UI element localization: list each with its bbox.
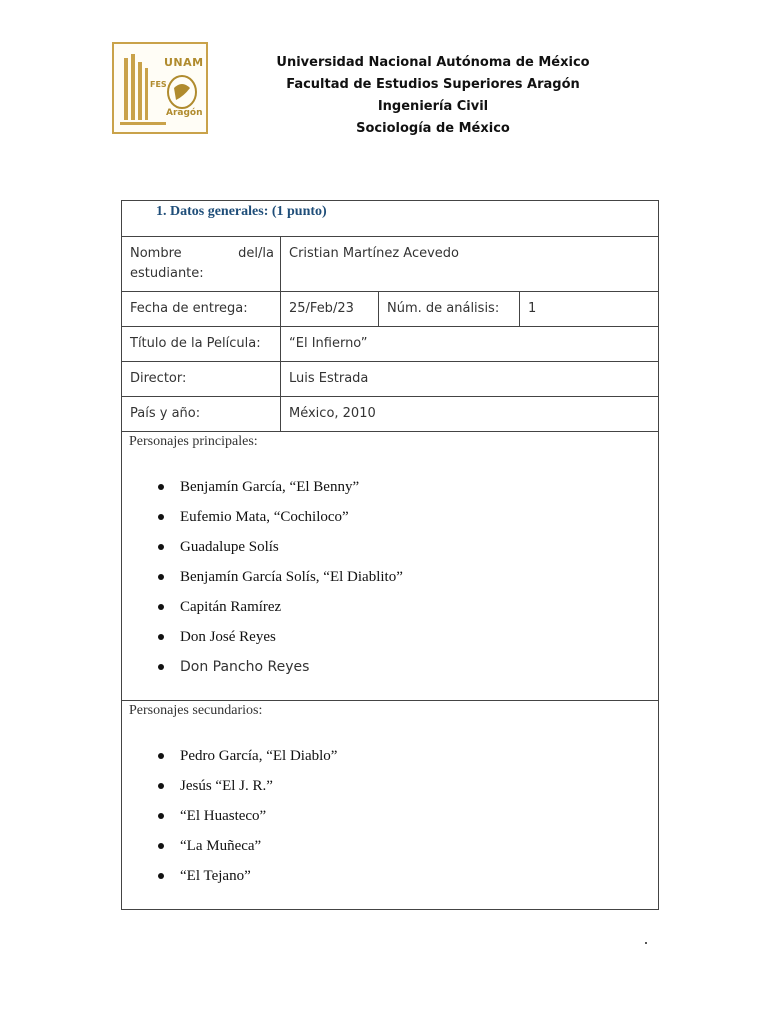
faculty-name: Facultad de Estudios Superiores Aragón bbox=[286, 77, 580, 92]
bullet-icon bbox=[158, 484, 164, 490]
list-item bbox=[122, 801, 658, 831]
delivery-date-value: 25/Feb/23 bbox=[280, 292, 378, 326]
director-row bbox=[122, 362, 658, 397]
country-year-value: México, 2010 bbox=[280, 397, 658, 431]
logo-aragon-text: Aragón bbox=[166, 108, 203, 118]
main-characters-heading: Personajes principales: bbox=[129, 434, 258, 449]
list-item bbox=[122, 472, 658, 502]
list-item bbox=[122, 562, 658, 592]
list-item bbox=[122, 741, 658, 771]
director-label: Director: bbox=[130, 371, 187, 386]
character-name: Benjamín García Solís, “El Diablito” bbox=[180, 569, 403, 585]
bullet-icon bbox=[158, 514, 164, 520]
section-title-row bbox=[122, 201, 658, 237]
character-name: Capitán Ramírez bbox=[180, 599, 282, 615]
main-characters-list bbox=[122, 472, 658, 682]
date-row bbox=[122, 292, 658, 327]
secondary-characters-heading: Personajes secundarios: bbox=[129, 703, 263, 718]
bullet-icon bbox=[158, 753, 164, 759]
program-name: Ingeniería Civil bbox=[377, 99, 489, 114]
delivery-date-label: Fecha de entrega: bbox=[130, 301, 248, 316]
list-item bbox=[122, 831, 658, 861]
student-name-value: Cristian Martínez Acevedo bbox=[280, 237, 658, 291]
unam-fes-aragon-logo bbox=[112, 42, 208, 134]
country-year-row bbox=[122, 397, 658, 432]
character-name: Guadalupe Solís bbox=[180, 539, 279, 555]
university-name: Universidad Nacional Autónoma de México bbox=[276, 55, 590, 70]
list-item bbox=[122, 861, 658, 891]
secondary-characters-list bbox=[122, 741, 658, 891]
bullet-icon bbox=[158, 544, 164, 550]
bullet-icon bbox=[158, 813, 164, 819]
character-name: “El Huasteco” bbox=[180, 808, 267, 824]
document-header bbox=[230, 52, 636, 140]
director-value: Luis Estrada bbox=[280, 362, 658, 396]
bullet-icon bbox=[158, 664, 164, 670]
secondary-characters-row bbox=[122, 701, 658, 909]
list-item bbox=[122, 622, 658, 652]
section-number: 1. bbox=[156, 204, 167, 219]
list-item bbox=[122, 771, 658, 801]
list-item bbox=[122, 652, 658, 682]
list-item bbox=[122, 532, 658, 562]
course-name: Sociología de México bbox=[356, 121, 510, 136]
main-characters-row bbox=[122, 432, 658, 701]
character-name: Don José Reyes bbox=[180, 629, 276, 645]
film-title-row bbox=[122, 327, 658, 362]
character-name: “La Muñeca” bbox=[180, 838, 262, 854]
character-name: “El Tejano” bbox=[180, 868, 251, 884]
bullet-icon bbox=[158, 574, 164, 580]
film-title-value: “El Infierno” bbox=[280, 327, 658, 361]
general-data-table bbox=[121, 200, 659, 910]
analysis-number-label: Núm. de análisis: bbox=[378, 292, 519, 326]
film-title-label: Título de la Película: bbox=[130, 336, 261, 351]
logo-fes-text: FES bbox=[150, 80, 167, 89]
analysis-number-value: 1 bbox=[519, 292, 658, 326]
student-name-label: Nombre del/la estudiante: bbox=[130, 246, 274, 281]
character-name: Pedro García, “El Diablo” bbox=[180, 748, 338, 764]
character-name: Jesús “El J. R.” bbox=[180, 778, 273, 794]
section-title bbox=[122, 201, 658, 236]
bullet-icon bbox=[158, 604, 164, 610]
bullet-icon bbox=[158, 843, 164, 849]
bullet-icon bbox=[158, 783, 164, 789]
country-year-label: País y año: bbox=[130, 406, 201, 421]
bullet-icon bbox=[158, 634, 164, 640]
bullet-icon bbox=[158, 873, 164, 879]
logo-unam-text: UNAM bbox=[164, 56, 204, 69]
section-title-text: Datos generales: (1 punto) bbox=[170, 204, 327, 219]
student-name-row bbox=[122, 237, 658, 292]
list-item bbox=[122, 592, 658, 622]
list-item bbox=[122, 502, 658, 532]
character-name: Don Pancho Reyes bbox=[180, 659, 310, 675]
page-mark bbox=[645, 942, 647, 944]
character-name: Benjamín García, “El Benny” bbox=[180, 479, 360, 495]
character-name: Eufemio Mata, “Cochiloco” bbox=[180, 509, 349, 525]
